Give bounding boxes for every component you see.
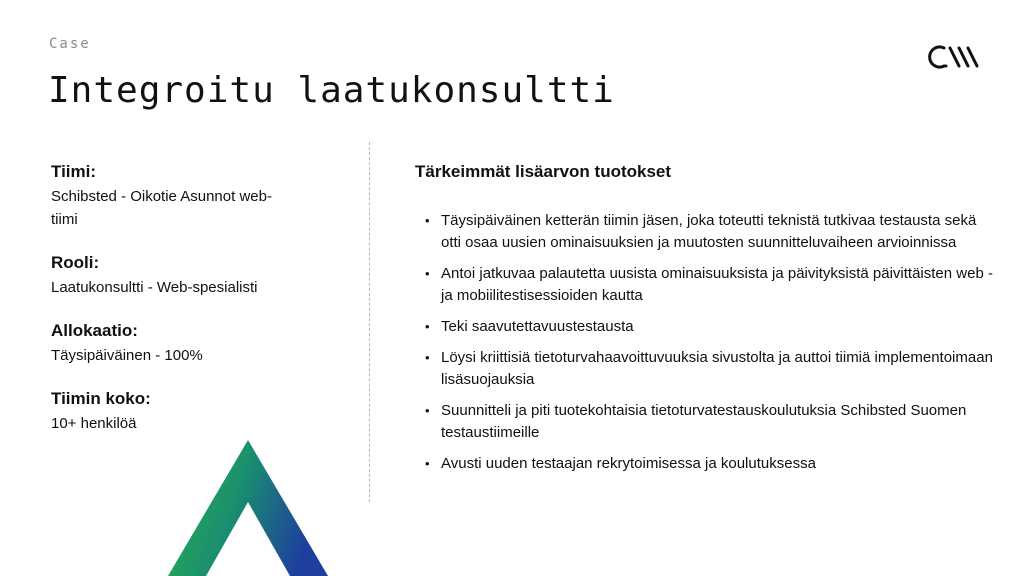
deliverables-list [415, 210, 995, 475]
list-item-text: Teki saavutettavuustestausta [441, 318, 634, 335]
deliverables-heading: Tärkeimmät lisäarvon tuotokset [415, 162, 672, 181]
list-item [415, 453, 995, 475]
allocation-value: Täysipäiväinen - 100% [51, 347, 203, 364]
list-item-text: Täysipäiväinen ketterän tiimin jäsen, joka toteutti teknistä tutkivaa testausta sekä otti osaa uusien ominaisuuksien ja muutosten suunnitteluvaiheen arvioinnissa [441, 212, 977, 251]
list-item [415, 400, 995, 444]
team-size-label: Tiimin koko: [51, 389, 151, 408]
company-logo-icon [928, 44, 982, 70]
column-divider [369, 142, 370, 502]
case-label: Case [49, 36, 91, 52]
bullet-icon: • [425, 266, 430, 281]
list-item [415, 347, 995, 391]
bullet-icon: • [425, 403, 430, 418]
team-size-info [51, 387, 351, 435]
list-item-text: Avusti uuden testaajan rekrytoimisessa ja koulutuksessa [441, 455, 816, 472]
page-title: Integroitu laatukonsultti [48, 70, 615, 111]
list-item [415, 263, 995, 307]
bullet-icon: • [425, 213, 430, 228]
role-info [51, 251, 351, 299]
list-item [415, 316, 995, 338]
list-item-text: Antoi jatkuvaa palautetta uusista ominaisuuksista ja päivityksistä päivittäisten web -ja mobiilitestisessioiden kautta [441, 265, 993, 304]
role-value: Laatukonsultti - Web-spesialisti [51, 279, 258, 296]
bullet-icon: • [425, 456, 430, 471]
deliverables-section [415, 160, 995, 484]
list-item-text: Suunnitteli ja piti tuotekohtaisia tietoturvatestauskoulutuksia Schibsted Suomen testaustiimeille [441, 402, 967, 441]
bullet-icon: • [425, 319, 430, 334]
engagement-info [51, 160, 351, 455]
team-value: Schibsted - Oikotie Asunnot web-tiimi [51, 188, 272, 228]
role-label: Rooli: [51, 253, 100, 272]
team-size-value: 10+ henkilöä [51, 415, 137, 432]
team-info [51, 160, 351, 231]
list-item [415, 210, 995, 254]
bullet-icon: • [425, 350, 430, 365]
list-item-text: Löysi kriittisiä tietoturvahaavoittuvuuksia sivustolta ja auttoi tiimiä implementoimaan lisäsuojauksia [441, 349, 993, 388]
allocation-info [51, 319, 351, 367]
gradient-triangle-icon [168, 440, 328, 576]
allocation-label: Allokaatio: [51, 321, 138, 340]
team-label: Tiimi: [51, 162, 97, 181]
